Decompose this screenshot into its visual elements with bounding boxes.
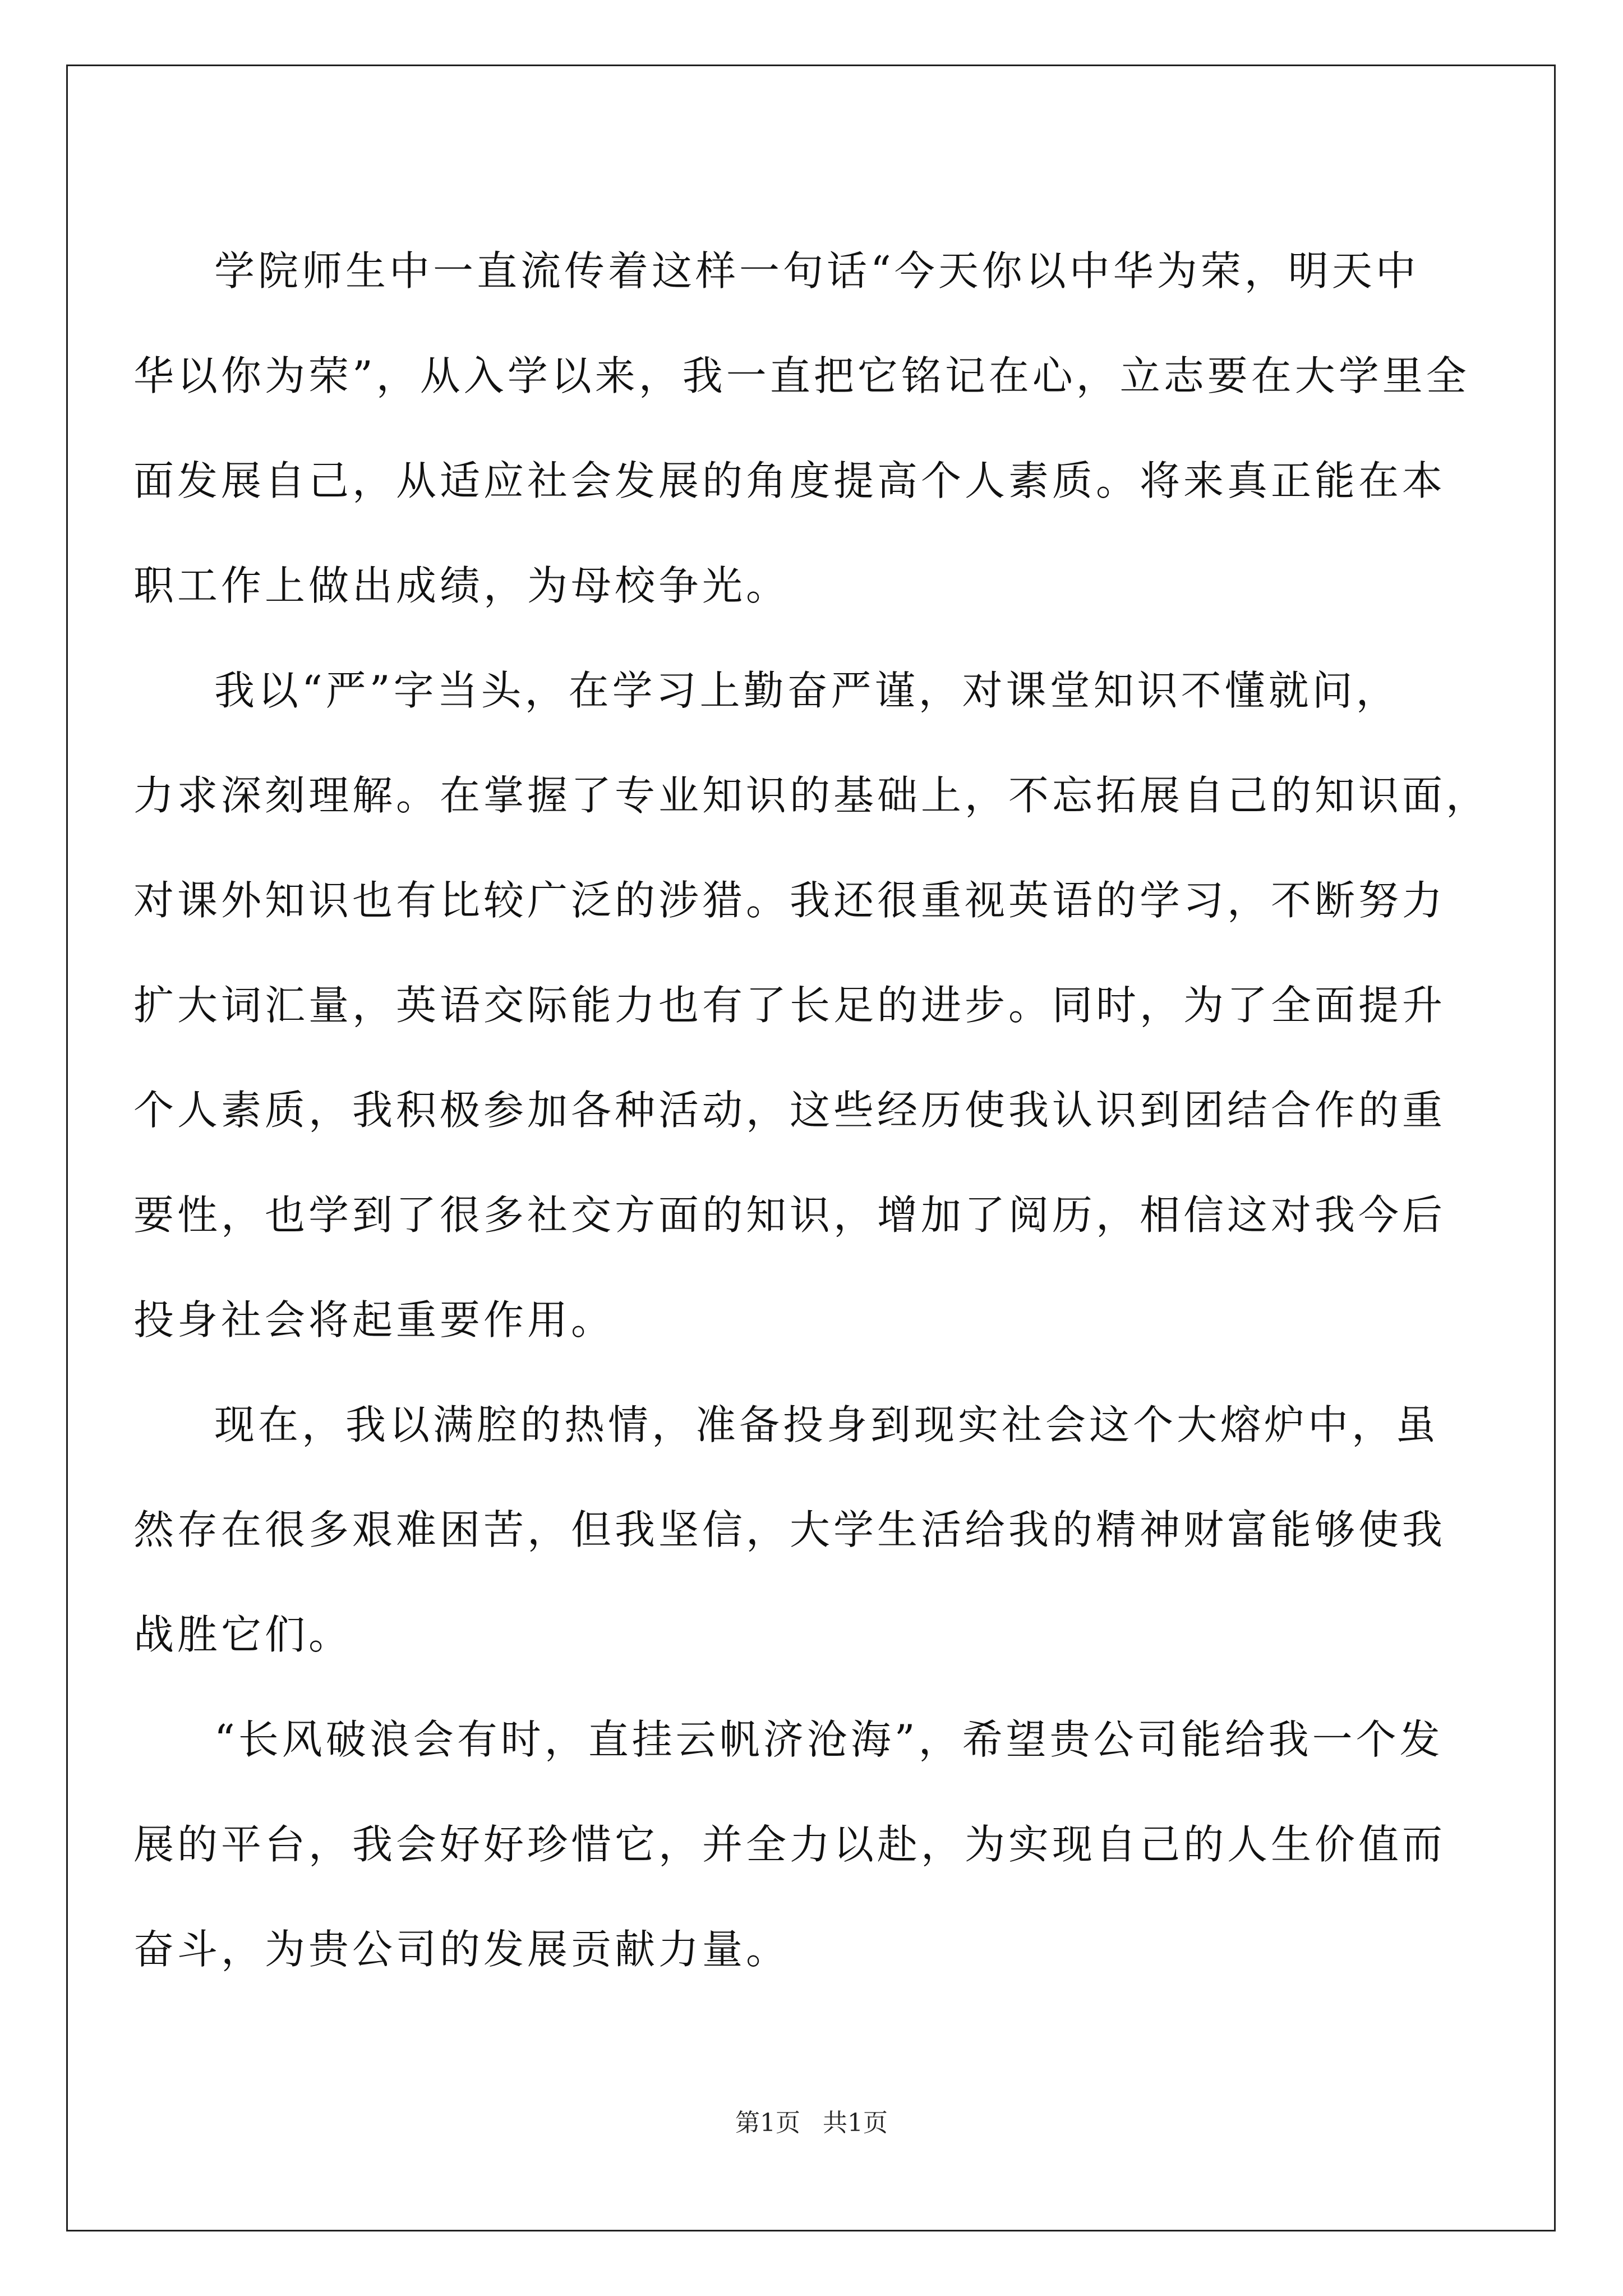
paragraph-line: 职工作上做出成绩，为母校争光。 (133, 562, 790, 609)
paragraph-line: 现在，我以满腔的热情，准备投身到现实社会这个大熔炉中，虽 (214, 1401, 1440, 1448)
paragraph-line: 个人素质，我积极参加各种活动，这些经历使我认识到团结合作的重 (133, 1087, 1446, 1134)
paragraph-line: 然存在很多艰难困苦，但我坚信，大学生活给我的精神财富能够使我 (133, 1506, 1446, 1553)
paragraph-line: 华以你为荣”，从入学以来，我一直把它铭记在心，立志要在大学里全 (133, 352, 1470, 399)
page-total: 共1页 (823, 2109, 888, 2137)
document-body (133, 219, 1490, 2002)
paragraph-line: “长风破浪会有时，直挂云帆济沧海”，希望贵公司能给我一个发 (214, 1716, 1444, 1763)
paragraph-line: 投身社会将起重要作用。 (133, 1296, 615, 1343)
paragraph-1 (133, 219, 1486, 638)
paragraph-line: 我以“严”字当头，在学习上勤奋严谨，对课堂知识不懂就问， (214, 667, 1400, 714)
paragraph-line: 奋斗，为贵公司的发展贡献力量。 (133, 1926, 790, 1973)
paragraph-line: 扩大词汇量，英语交际能力也有了长足的进步。同时，为了全面提升 (133, 982, 1446, 1029)
paragraph-line: 面发展自己，从适应社会发展的角度提高个人素质。将来真正能在本 (133, 457, 1446, 504)
page-footer (0, 2106, 1623, 2140)
paragraph-line: 学院师生中一直流传着这样一句话“今天你以中华为荣，明天中 (214, 247, 1419, 295)
paragraph-line: 要性，也学到了很多社交方面的知识，增加了阅历，相信这对我今后 (133, 1191, 1446, 1239)
paragraph-3 (133, 1373, 1486, 1687)
paragraph-line: 对课外知识也有比较广泛的涉猎。我还很重视英语的学习，不断努力 (133, 877, 1446, 924)
paragraph-2 (133, 638, 1490, 1373)
paragraph-line: 战胜它们。 (133, 1611, 353, 1658)
paragraph-line: 力求深刻理解。在掌握了专业知识的基础上，不忘拓展自己的知识面， (133, 772, 1490, 819)
page-number: 第1页 (735, 2109, 800, 2137)
paragraph-4 (133, 1687, 1486, 2002)
paragraph-line: 展的平台，我会好好珍惜它，并全力以赴，为实现自己的人生价值而 (133, 1821, 1446, 1868)
